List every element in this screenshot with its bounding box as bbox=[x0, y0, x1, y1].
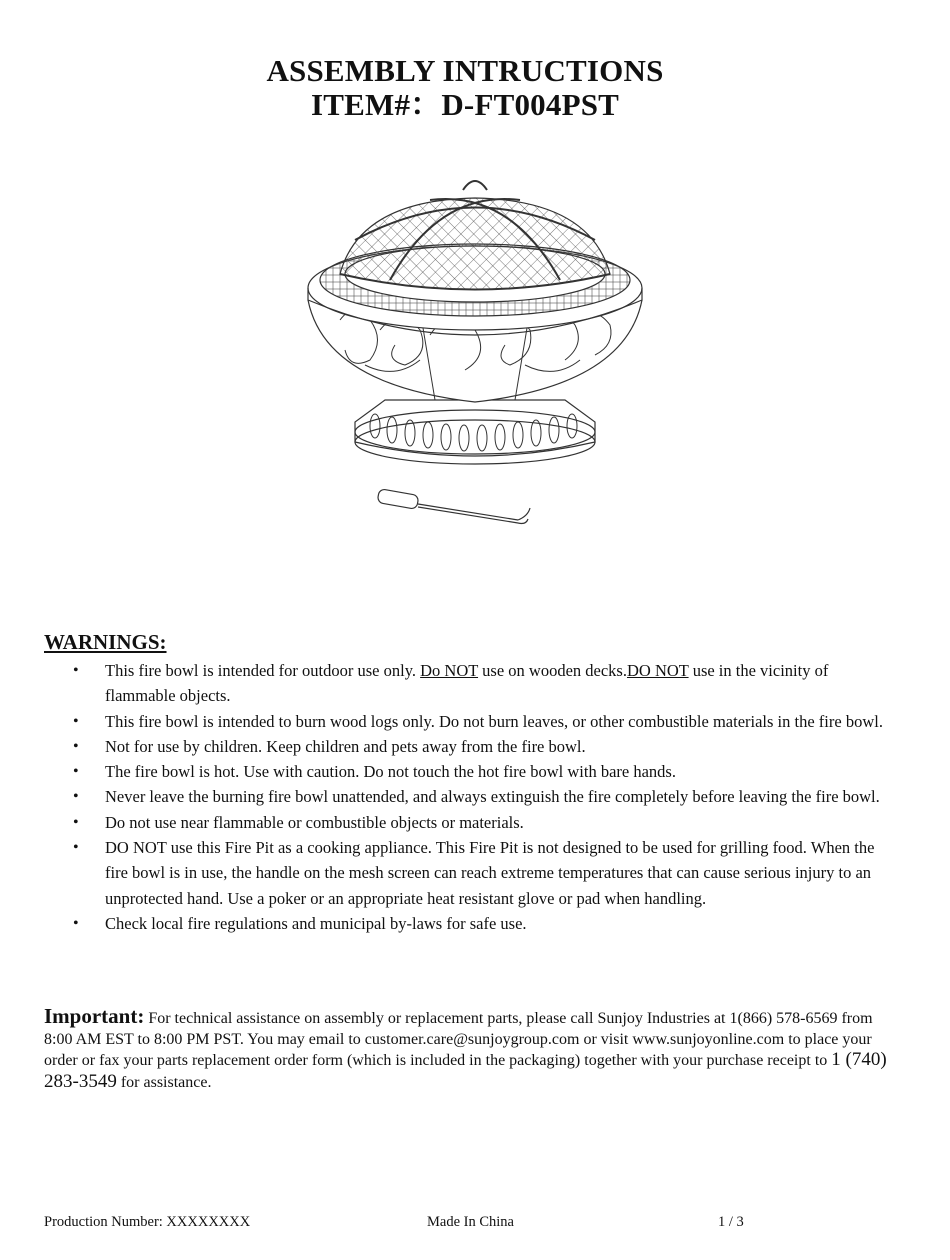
list-item: • DO NOT use this Fire Pit as a cooking appliance. This Fire Pit is not designed to be used for grilling food. When the fire bowl is in use, the handle on the mesh screen can reach extreme temperatures that can cause serious injury to an unprotected hand. Use a poker or an appropriate heat resistant glove or pad when handling. bbox=[44, 835, 884, 911]
important-label: Important: bbox=[44, 1004, 145, 1028]
list-item: • The fire bowl is hot. Use with caution. Do not touch the hot fire bowl with bare hands. bbox=[44, 759, 884, 784]
list-item: • This fire bowl is intended for outdoor use only. Do NOT use on wooden decks.DO NOT use in the vicinity of flammable objects. bbox=[44, 658, 884, 709]
important-notice: Important: For technical assistance on assembly or replacement parts, please call Sunjoy Industries at 1(866) 578-6569 from 8:00 AM EST to 8:00 PM PST. You may email to customer.care@sunjoygroup.com or visit www.sunjoyonline.com to place your order or fax your parts replacement order form (which is included in the packaging) together with your purchase receipt to 1 (740) 283-3549 for assistance. bbox=[44, 1004, 887, 1092]
fire-pit-icon bbox=[308, 181, 642, 464]
page-title: ASSEMBLY INTRUCTIONS bbox=[266, 53, 664, 88]
page-number: 1 / 3 bbox=[718, 1214, 744, 1230]
warnings-list bbox=[44, 658, 884, 936]
list-item: • Do not use near flammable or combustible objects or materials. bbox=[44, 810, 884, 835]
list-item: • This fire bowl is intended to burn wood logs only. Do not burn leaves, or other combustible materials in the fire bowl. bbox=[44, 709, 884, 734]
product-illustration bbox=[270, 170, 680, 540]
list-item: • Not for use by children. Keep children and pets away from the fire bowl. bbox=[44, 734, 884, 759]
warnings-heading: WARNINGS: bbox=[44, 630, 167, 654]
list-item: • Check local fire regulations and municipal by-laws for safe use. bbox=[44, 911, 884, 936]
item-number: ITEM#：D-FT004PST bbox=[310, 87, 620, 122]
made-in: Made In China bbox=[427, 1214, 514, 1230]
poker-icon bbox=[377, 489, 530, 524]
production-number: Production Number: XXXXXXXX bbox=[44, 1214, 251, 1230]
fax-number: 1 (740) 283-3549 bbox=[44, 1049, 887, 1092]
list-item: • Never leave the burning fire bowl unattended, and always extinguish the fire completely before leaving the fire bowl. bbox=[44, 784, 884, 809]
